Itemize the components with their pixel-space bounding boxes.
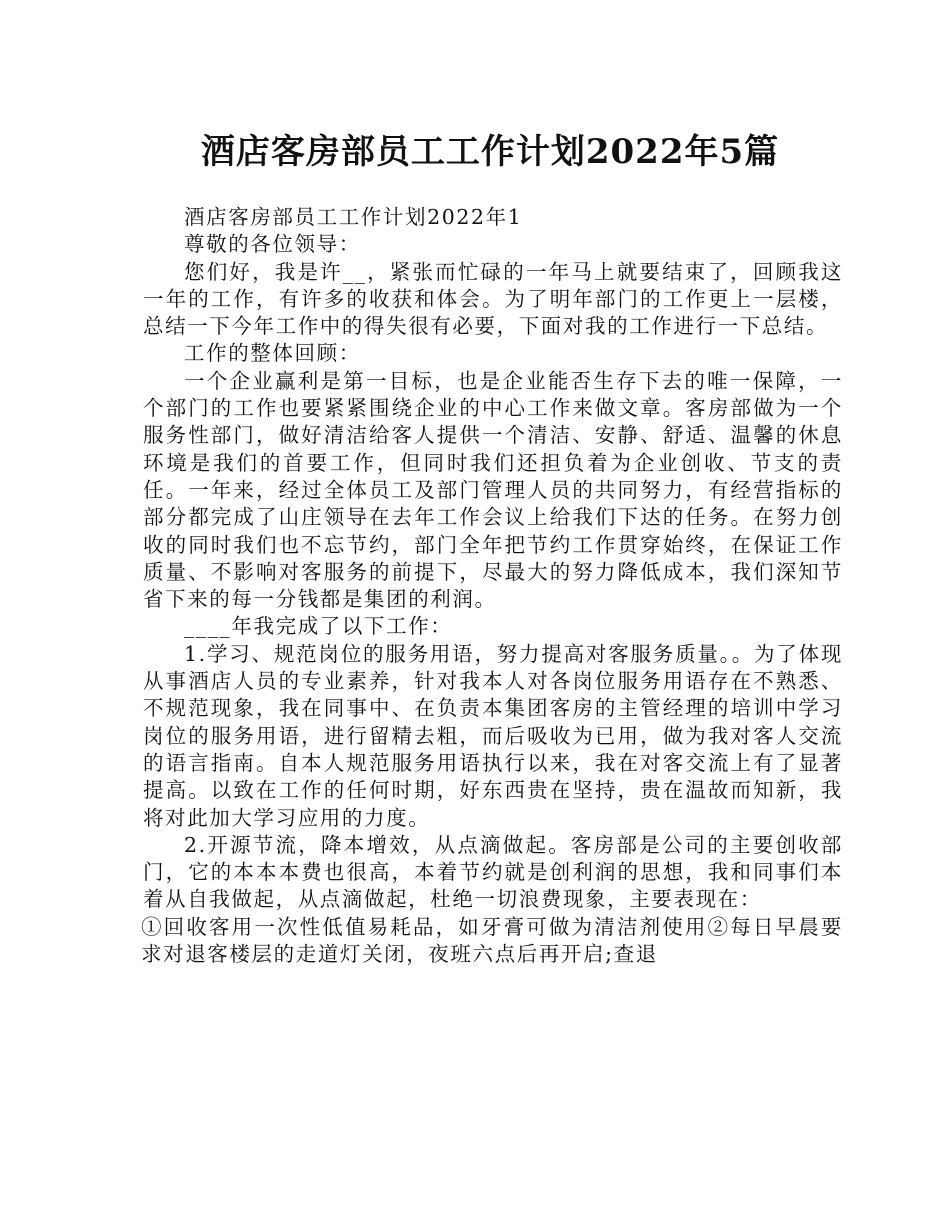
paragraph-item-2: 2.开源节流，降本增效，从点滴做起。客房部是公司的主要创收部门，它的本本本费也很高，本着节约就是创利润的思想，我和同事们本着从自我做起，从点滴做起，杜绝一切浪费现象，主要表现在： [143, 832, 843, 912]
paragraph-item-1: 1.学习、规范岗位的服务用语，努力提高对客服务质量。。为了体现从事酒店人员的专业素养，针对我本人对各岗位服务用语存在不熟悉、不规范现象，我在同事中、在负责本集团客房的主管经理的培训中学习岗位的服务用语，进行留精去粗，而后吸收为已用，做为我对客人交流的语言指南。自本人规范服务用语执行以来，我在对客交流上有了显著提高。以致在工作的任何时期，好东西贵在坚持，贵在温故而知新，我将对此加大学习应用的力度。 [143, 641, 843, 830]
document-title: 酒店客房部员工工作计划2022年5篇 [200, 132, 780, 172]
paragraph-list: ①回收客用一次性低值易耗品，如牙膏可做为清洁剂使用②每日早晨要求对退客楼层的走道灯关闭，夜班六点后再开启;查退 [141, 914, 843, 967]
paragraph-salutation: 尊敬的各位领导： [184, 232, 361, 257]
document-body [143, 204, 843, 968]
paragraph-work-heading: ____年我完成了以下工作： [184, 614, 453, 639]
paragraph-section-heading: 工作的整体回顾： [184, 341, 361, 366]
paragraph-overview: 一个企业赢利是第一目标，也是企业能否生存下去的唯一保障，一个部门的工作也要紧紧围绕企业的中心工作来做文章。客房部做为一个服务性部门，做好清洁给客人提供一个清洁、安静、舒适、温馨的休息环境是我们的首要工作，但同时我们还担负着为企业创收、节支的责任。一年来，经过全体员工及部门管理人员的共同努力，有经营指标的部分都完成了山庄领导在去年工作会议上给我们下达的任务。在努力创收的同时我们也不忘节约，部门全年把节约工作贯穿始终，在保证工作质量、不影响对客服务的前提下，尽最大的努力降低成本，我们深知节省下来的每一分钱都是集团的利润。 [143, 368, 843, 612]
paragraph-intro: 您们好，我是许__，紧张而忙碌的一年马上就要结束了，回顾我这一年的工作，有许多的收获和体会。为了明年部门的工作更上一层楼，总结一下今年工作中的得失很有必要，下面对我的工作进行一下总结。 [143, 259, 843, 339]
paragraph-subtitle: 酒店客房部员工工作计划2022年1 [184, 205, 523, 229]
